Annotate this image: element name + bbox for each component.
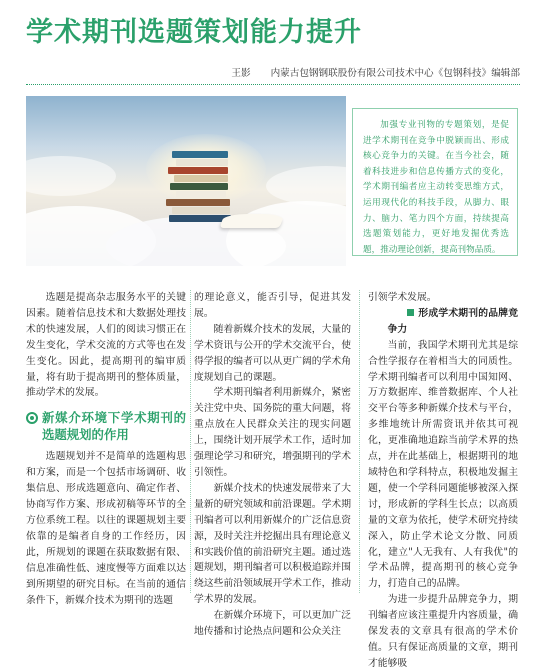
body-column-3 [368,290,518,672]
paragraph: 在新媒介环境下，可以更加广泛地传播和讨论热点问题和公众关注 [194,610,351,638]
paragraph: 选题是提高杂志服务水平的关键因素。随着信息技术和大数据处理技术的快速发展，人们的阅读习惯正在发生变化，学术交流的方式等也在发生变化。因此，提高期刊的编审质量，将有助于提高期刊的整体质量，推动学术的发展。 [26,292,186,399]
abstract-box [352,108,518,256]
paragraph: 随着新媒介技术的发展，大量的学术资讯与公开的学术交流平台，使得学报的编者可以从更广阔的学术角度规划自己的课题。 [194,323,351,383]
paragraph: 学术期刊编者利用新媒介，紧密关注党中央、国务院的重大问题，将重点放在人民群众关注的现实问题上，围绕计划开展学术工作，适时加强理论学习和研究，增强期刊的学术引领性。 [194,387,351,478]
square-bullet-icon [407,309,414,316]
paragraph: 选题规划并不是简单的选题构思和方案，而是一个包括市场调研、收集信息、形成选题意向、确定作者、协商写作方案、形成初稿等环节的全方位系统工程。以往的课题规划主要依靠的是编者自身的工作经历，因此，所规划的课题在获取数据有限、信息准确性低、速度慢等方面难以达到所期望的研究目标。在当前的通信条件下，新媒介技术为期刊的选题 [26,451,186,606]
byline [0,65,520,79]
paragraph: 当前，我国学术期刊尤其是综合性学报存在着相当大的同质性。学术期刊编者可以利用中国知网、万方数据库、维普数据库、个人社交平台等多种新媒介技术与平台，多维地统计所需资讯并依其可视化，更准确地追踪当前学术界的热点，并在此基础上，根据期刊的地域特色和学科特点，积极地发掘主题，使一个学科同题能够被深入探讨，形成新的学科生长点；以高质量的文章为依托，使学术研究持续深入，防止学术论文分散、同质化，建立"人无我有、人有我优"的学术品牌，提高期刊的核心竞争力，打造自己的品牌。 [368,339,518,590]
paragraph: 引领学术发展。 [368,292,437,303]
author-name: 王影 [231,68,251,79]
article-title: 学术期刊选题策划能力提升 [26,17,362,48]
column-divider [359,290,360,593]
author-affiliation: 内蒙古包钢钢联股份有限公司技术中心《包钢科技》编辑部 [270,68,520,79]
hero-image-books-above-clouds [26,96,346,266]
circle-bullet-icon [26,412,38,424]
header-divider [26,84,520,85]
paragraph: 新媒介技术的快速发展带来了大量新的研究领域和前沿课题。学术期刊编者可以利用新媒介的广泛信息资源，及时关注并挖掘出具有理论意义和实践价值的前沿研究主题。通过选题规划，期刊编者可以积极追踪并围绕这些前沿领域展开学术工作，推动学术界的发展。 [194,482,351,606]
body-column-1 [26,290,186,608]
column-divider [190,290,191,593]
subsection-heading: 形成学术期刊的品牌竞争力 [387,307,518,335]
paragraph: 的理论意义，能否引导，促进其发展。 [194,292,351,319]
body-column-2 [194,290,351,640]
section-heading: 新媒介环境下学术期刊的选题规划的作用 [26,409,186,443]
paragraph: 为进一步提升品牌竞争力，期刊编者应该注重提升内容质量，确保发表的文章具有很高的学术价值。只有保证高质量的文章，期刊才能够吸 [368,594,518,669]
abstract-text: 加强专业刊物的专题策划，是促进学术期刊在竞争中脱颖而出、形成核心竞争力的关键。在当今社会，随着科技进步和信息传播方式的变化，学术期刊编者应主动转变思维方式，运用现代化的科技手段，从脚力、眼力、脑力、笔力四个方面，持续提高选题策划能力，更好地发掘优秀选题，推动理论创新，提高刊物品质。 [363,120,509,255]
